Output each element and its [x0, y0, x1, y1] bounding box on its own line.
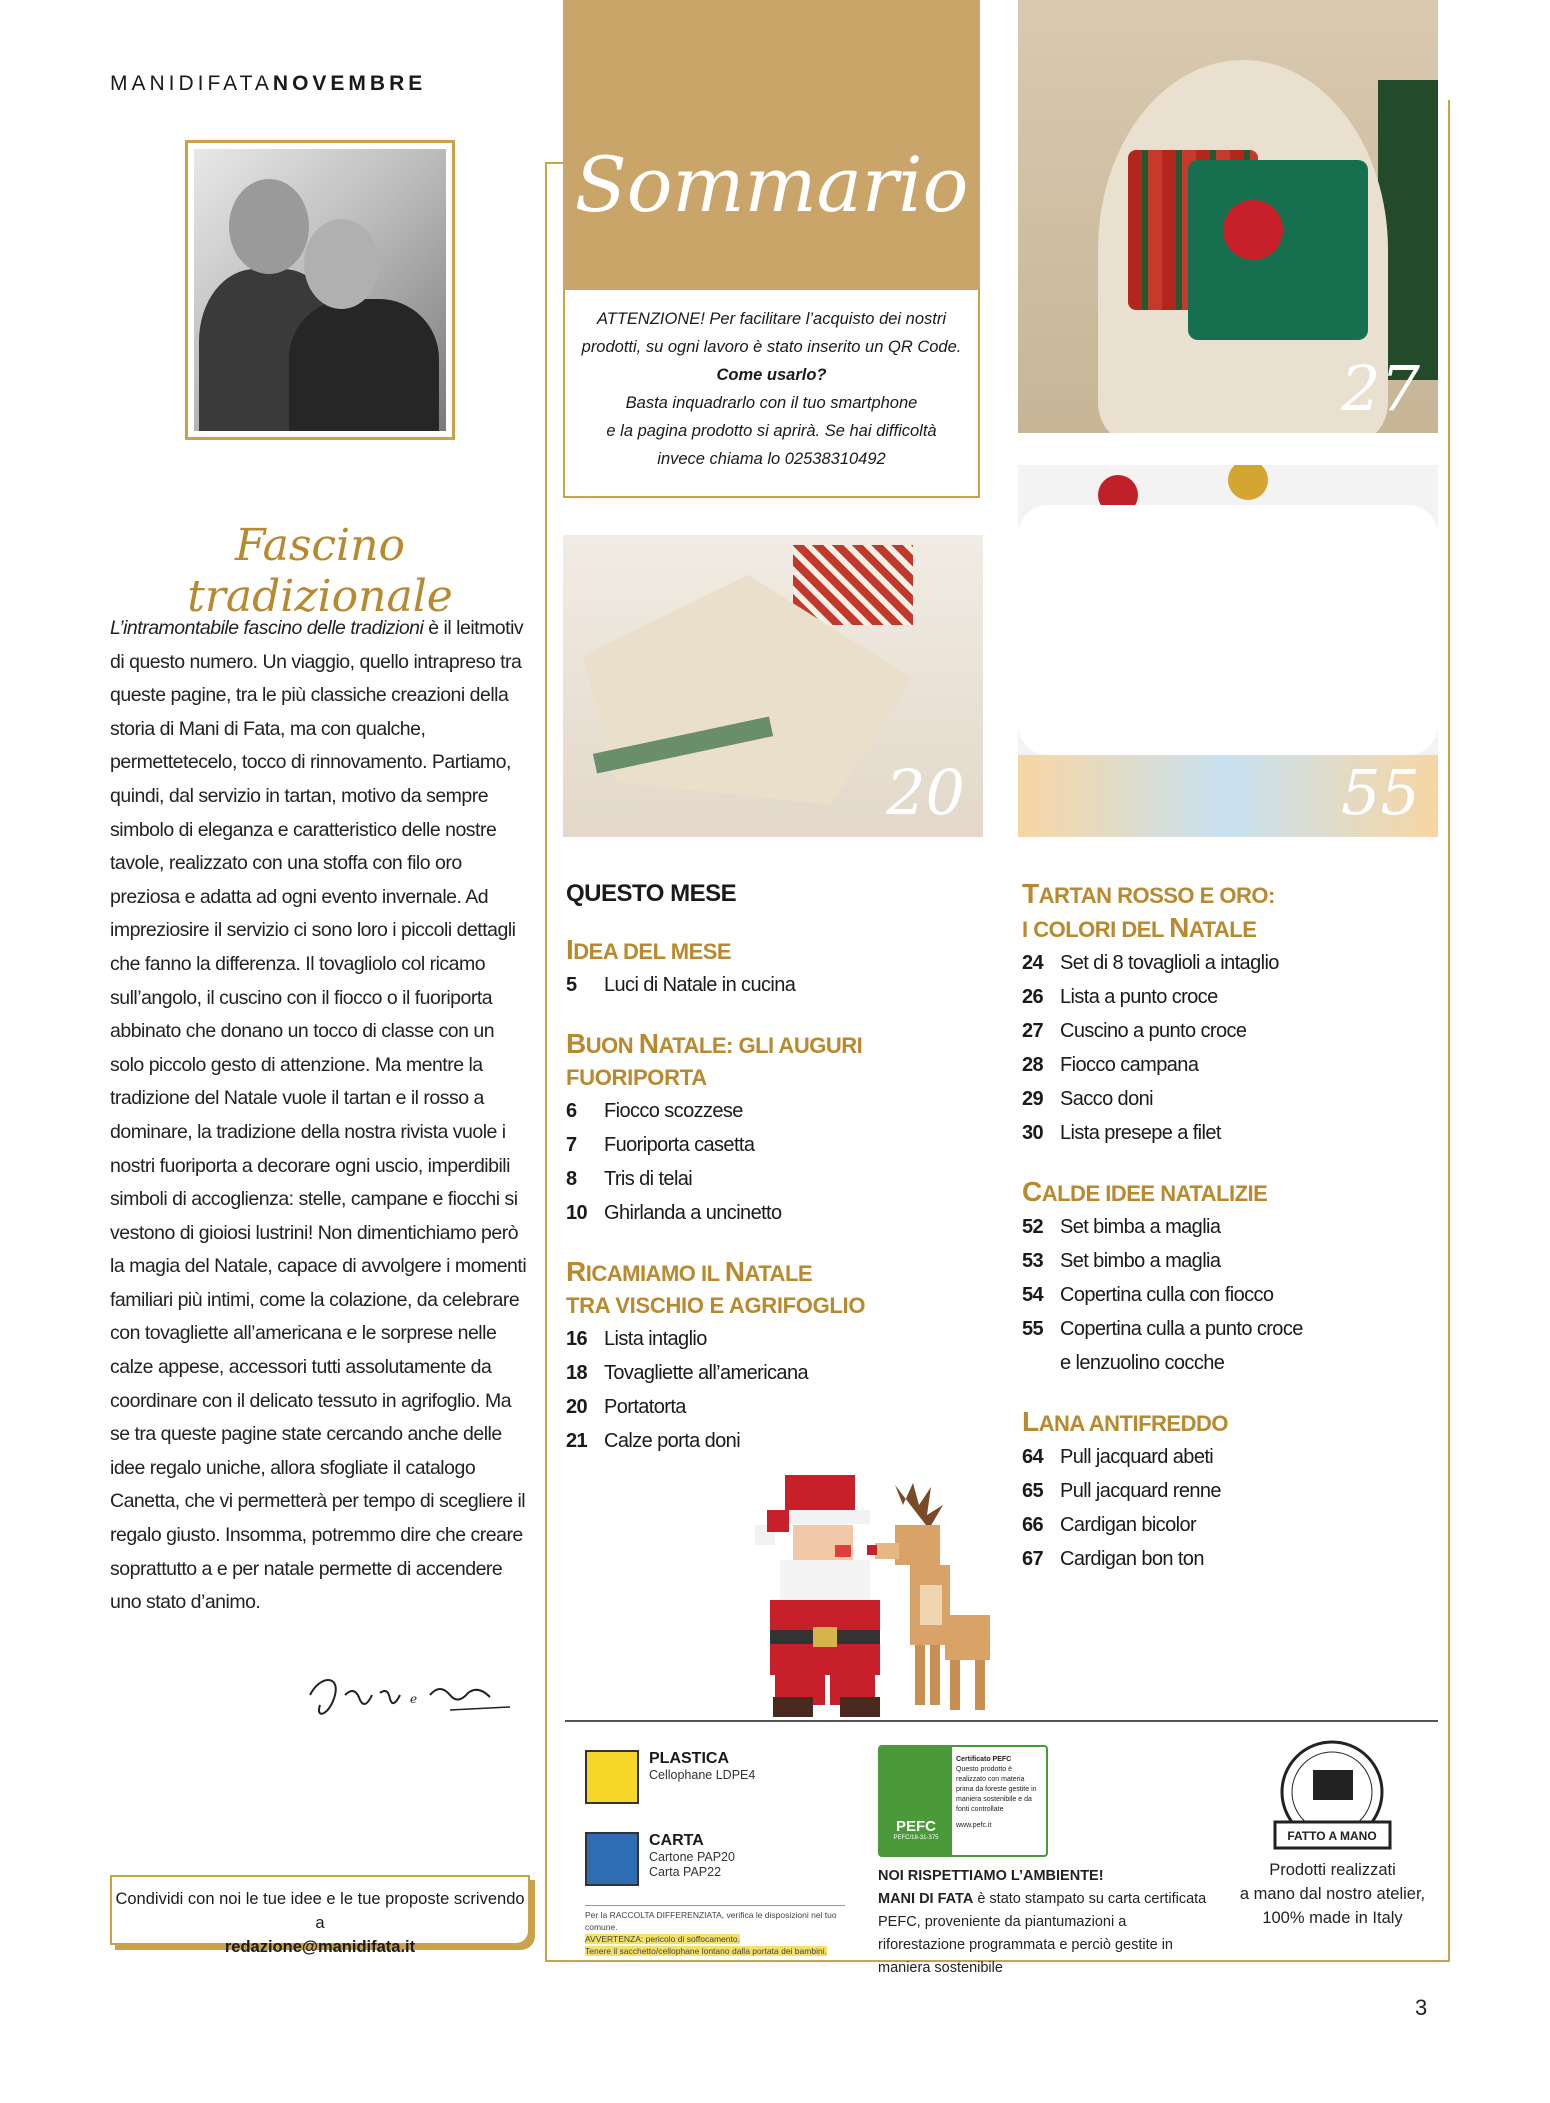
pefc-url[interactable]: www.pefc.it: [956, 1822, 992, 1829]
toc-section-subtitle: TRA VISCHIO E AGRIFOGLIO: [566, 1293, 866, 1318]
recycling-warning: Tenere il sacchetto/cellophane lontano dalla portata dei bambini.: [585, 1946, 827, 1956]
qr-notice-phone: invece chiama lo 02538310492: [657, 450, 886, 468]
page-number: 3: [1415, 1995, 1428, 2020]
header-brand: MANIDIFATA: [110, 72, 273, 95]
photo-copertina-page-55[interactable]: [1018, 465, 1438, 837]
photo-cuscino-page-27[interactable]: [1018, 0, 1438, 433]
plastica-label: PLASTICA: [649, 1750, 729, 1767]
toc-column-left: [566, 880, 966, 1458]
env-brand: MANI DI FATA: [878, 1891, 974, 1907]
recycling-warning: AVVERTENZA: pericolo di soffocamento.: [585, 1934, 740, 1944]
toc-item[interactable]: 7 Fuoriporta casetta: [566, 1134, 755, 1156]
toc-item[interactable]: 27 Cuscino a punto croce: [1022, 1020, 1247, 1042]
editorial-title: Fascino tradizionale: [187, 520, 453, 622]
toc-item[interactable]: 54 Copertina culla con fiocco: [1022, 1284, 1274, 1306]
santa-reindeer-illustration: [745, 1465, 1005, 1725]
header-month: NOVEMBRE: [272, 72, 427, 95]
pefc-tree-icon: [880, 1747, 952, 1855]
toc-item[interactable]: 20 Portatorta: [566, 1396, 686, 1418]
qr-notice-line: ATTENZIONE! Per facilitare l’acquisto dei nostri: [596, 310, 947, 328]
toc-item[interactable]: 53 Set bimbo a maglia: [1022, 1250, 1221, 1272]
toc-item-continuation[interactable]: e lenzuolino cocche: [1060, 1352, 1225, 1374]
toc-section-title: RICAMIAMO IL NATALE: [566, 1256, 813, 1287]
carta-label: CARTA: [649, 1832, 704, 1849]
toc-item[interactable]: 65 Pull jacquard renne: [1022, 1480, 1221, 1502]
editors-signature: [300, 1665, 520, 1725]
photo-page-number: 55: [1341, 756, 1420, 829]
editorial-text: [110, 612, 530, 1620]
share-ideas-box: [110, 1875, 530, 1956]
toc-questo-mese: QUESTO MESE: [566, 880, 737, 907]
toc-item[interactable]: 55 Copertina culla a punto croce: [1022, 1318, 1303, 1340]
fatto-a-mano-badge: [1265, 1740, 1400, 1858]
toc-item[interactable]: 52 Set bimba a maglia: [1022, 1216, 1221, 1238]
toc-section-subtitle: I COLORI DEL NATALE: [1022, 912, 1257, 943]
frame-line-left: [545, 162, 547, 1962]
fatto-line: 100% made in Italy: [1262, 1909, 1403, 1927]
toc-section-title: TARTAN ROSSO E ORO:: [1022, 878, 1275, 909]
editorial-body: è il leitmotiv di questo numero. Un viaggio, quello intrapreso tra queste pagine, tra le più classiche creazioni della storia di Mani di Fata, ma con qualche, permettetecelo, tocco di rinnovamento. Partiamo, quindi, dal servizio in tartan, motivo da sempre simbolo di eleganza e caratteristico delle nostre tavole, realizzato con una stoffa con filo oro preziosa e adatta ad ogni evento invernale. Ad impreziosire il servizio ci sono loro i piccoli dettagli che fanno la differenza. Il tovagliolo col ricamo sull’angolo, il cuscino con il fiocco o il fuoriporta abbinato che donano un tocco di classe con un solo piccolo gesto di attenzione. Ma mentre la tradizione del Natale vuole il tartan e il rosso a dominare, la tradizione della nostra rivista vuole i nostri fuoriporta a decorare ogni uscio, imperdibili simboli di accoglienza: stelle, campane e fiocchi si vestono di gioiosi lustrini! Non dimentichiamo però la magia del Natale, capace di avvolgere i momenti familiari più intimi, come la colazione, da celebrare con tovagliette all’americana e le sorprese nelle calze appese, accessori tutti assolutamente da coordinare con il delicato tessuto in agrifoglio. Ma se tra queste pagine state cercando anche delle idee regalo uniche, allora sfogliate il catalogo Canetta, che vi permetterà per tempo di scegliere il regalo giusto. Insomma, potremmo dire che creare soprattutto a e per natale permette di accendere uno stato d’animo.: [110, 617, 527, 1614]
photo-page-number: 20: [886, 756, 965, 829]
pefc-code: PEFC/18-31-375: [893, 1835, 939, 1841]
qr-notice-line: Basta inquadrarlo con il tuo smartphone: [625, 394, 918, 412]
plastica-sub: Cellophane LDPE4: [649, 1768, 756, 1782]
toc-section-title: LANA ANTIFREDDO: [1022, 1406, 1228, 1437]
toc-item[interactable]: 18 Tovagliette all’americana: [566, 1362, 809, 1384]
qr-notice-box: [563, 290, 980, 498]
magazine-header: [110, 72, 426, 96]
paper-bin-icon: [585, 1832, 639, 1886]
plastic-bin-icon: [585, 1750, 639, 1804]
toc-item[interactable]: 21 Calze porta doni: [566, 1430, 741, 1452]
toc-item[interactable]: 26 Lista a punto croce: [1022, 986, 1218, 1008]
toc-section-title: BUON NATALE: GLI AUGURI: [566, 1028, 863, 1059]
carta-sub1: Cartone PAP20: [649, 1850, 735, 1864]
editors-photo-frame: [185, 140, 455, 440]
toc-item[interactable]: 67 Cardigan bon ton: [1022, 1548, 1204, 1570]
toc-column-right: [1022, 878, 1422, 1576]
pefc-cert-title: Certificato PEFC: [956, 1756, 1012, 1763]
frame-line-right: [1448, 100, 1450, 1962]
svg-text:e: e: [410, 1692, 418, 1706]
toc-item[interactable]: 5 Luci di Natale in cucina: [566, 974, 796, 996]
toc-item[interactable]: 64 Pull jacquard abeti: [1022, 1446, 1214, 1468]
share-text: Condividi con noi le tue idee e le tue proposte scrivendo a: [115, 1890, 525, 1932]
qr-notice-line: prodotti, su ogni lavoro è stato inserito un QR Code.: [581, 338, 962, 356]
toc-item[interactable]: 24 Set di 8 tovaglioli a intaglio: [1022, 952, 1279, 974]
toc-item[interactable]: 29 Sacco doni: [1022, 1088, 1153, 1110]
fatto-badge-text: FATTO A MANO: [1287, 1829, 1377, 1843]
editors-photo: [194, 149, 446, 431]
toc-item[interactable]: 28 Fiocco campana: [1022, 1054, 1199, 1076]
env-text: è stato stampato su carta certificata PEFC, proveniente da piantumazioni a riforestazione programmata e perciò gestite in maniera sostenibile: [878, 1891, 1207, 1976]
photo-page-number: 27: [1341, 352, 1420, 425]
frame-line-top: [545, 162, 565, 164]
share-email-link[interactable]: redazione@manidifata.it: [224, 1938, 416, 1956]
recycling-info: [585, 1750, 845, 1914]
recycling-note-line: Per la RACCOLTA DIFFERENZIATA, verifica le disposizioni nel tuo comune.: [585, 1910, 837, 1932]
toc-section-title: IDEA DEL MESE: [566, 934, 732, 965]
pefc-cert-text: Questo prodotto è realizzato con materia prima da foreste gestite in maniera sostenibile e da fonti controllate: [956, 1766, 1037, 1813]
pefc-logo-text: PEFC: [895, 1818, 936, 1835]
sommario-title: Sommario: [574, 140, 969, 229]
pefc-certificate: [878, 1745, 1048, 1857]
footer-separator: [565, 1720, 1438, 1722]
toc-section-title: CALDE IDEE NATALIZIE: [1022, 1176, 1268, 1207]
toc-item[interactable]: 30 Lista presepe a filet: [1022, 1122, 1221, 1144]
toc-section-subtitle: FUORIPORTA: [566, 1065, 707, 1090]
toc-item[interactable]: 10 Ghirlanda a uncinetto: [566, 1202, 782, 1224]
toc-item[interactable]: 66 Cardigan bicolor: [1022, 1514, 1197, 1536]
photo-portatorta-page-20[interactable]: [563, 535, 983, 837]
carta-sub2: Carta PAP22: [649, 1865, 722, 1879]
fatto-a-mano-text: [1220, 1858, 1445, 1930]
fatto-line: a mano dal nostro atelier,: [1239, 1885, 1426, 1903]
qr-notice-line: e la pagina prodotto si aprirà. Se hai difficoltà: [606, 422, 937, 440]
qr-notice-question: Come usarlo?: [716, 366, 827, 384]
environment-statement: [878, 1865, 1208, 1980]
recycling-note: [585, 1905, 845, 1957]
toc-item[interactable]: 8 Tris di telai: [566, 1168, 693, 1190]
editorial-intro-emph: L’intramontabile fascino delle tradizioni: [110, 617, 424, 639]
toc-item[interactable]: 6 Fiocco scozzese: [566, 1100, 743, 1122]
env-title: NOI RISPETTIAMO L’AMBIENTE!: [878, 1868, 1104, 1884]
toc-item[interactable]: 16 Lista intaglio: [566, 1328, 707, 1350]
fatto-line: Prodotti realizzati: [1269, 1861, 1396, 1879]
